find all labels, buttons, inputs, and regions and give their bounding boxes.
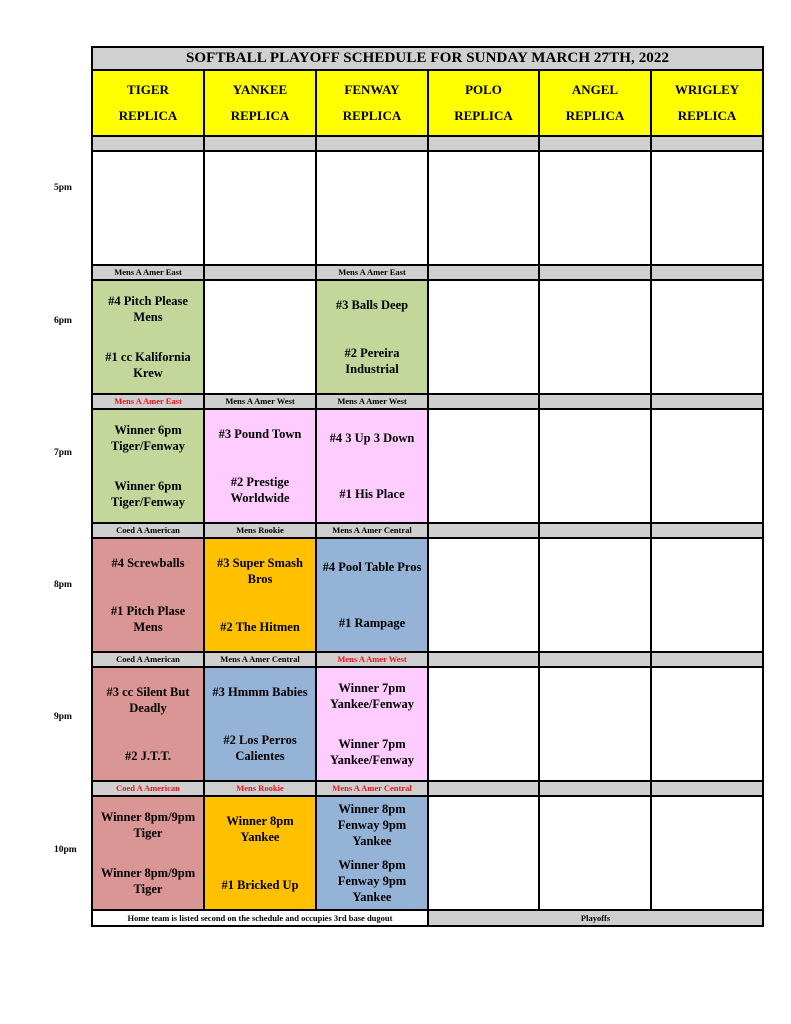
division-label: Mens Rookie — [204, 781, 316, 796]
division-label — [428, 523, 539, 538]
division-label: Coed A American — [92, 781, 204, 796]
game-cell — [316, 280, 428, 394]
empty-cell — [539, 796, 651, 910]
division-label-row — [92, 523, 763, 538]
division-label — [539, 652, 651, 667]
field-subtitle: REPLICA — [230, 108, 290, 123]
division-label-row — [92, 394, 763, 409]
division-label — [539, 781, 651, 796]
division-label: Mens A Amer East — [92, 394, 204, 409]
home-team: Winner 7pm Yankee/Fenway — [329, 737, 415, 767]
schedule-sheet — [91, 46, 762, 927]
home-team: #1 Rampage — [338, 616, 406, 630]
empty-cell — [204, 151, 316, 265]
game-cell — [92, 280, 204, 394]
empty-cell — [651, 667, 763, 781]
field-header-tiger — [92, 70, 204, 136]
empty-cell — [651, 538, 763, 652]
game-cell — [204, 667, 316, 781]
away-team: Winner 8pm Fenway 9pm Yankee — [337, 802, 407, 848]
division-label: Mens A Amer Central — [316, 523, 428, 538]
away-team: #4 3 Up 3 Down — [329, 431, 415, 445]
away-team: Winner 8pm Yankee — [226, 814, 294, 844]
game-cell — [92, 667, 204, 781]
division-label — [428, 781, 539, 796]
matchup — [93, 410, 203, 522]
empty-cell — [651, 280, 763, 394]
division-label: Mens A Amer Central — [204, 652, 316, 667]
empty-cell — [651, 151, 763, 265]
home-team: #2 J.T.T. — [124, 749, 172, 763]
time-label: 7pm — [54, 448, 72, 458]
home-team: #1 Pitch Plase Mens — [110, 604, 186, 634]
field-name: TIGER — [127, 82, 169, 97]
spacer-cell — [651, 136, 763, 151]
time-label: 5pm — [54, 183, 72, 193]
empty-cell — [651, 409, 763, 523]
schedule-table — [91, 46, 764, 927]
away-team: #3 Hmmm Babies — [212, 685, 308, 699]
field-header-row — [92, 70, 763, 136]
time-label: 9pm — [54, 712, 72, 722]
matchup — [93, 668, 203, 780]
game-cell — [92, 538, 204, 652]
footer-playoffs: Playoffs — [428, 910, 763, 926]
time-slot-row — [92, 409, 763, 523]
game-cell — [92, 796, 204, 910]
division-label: Mens A Amer East — [92, 265, 204, 280]
game-cell — [316, 667, 428, 781]
division-label — [539, 394, 651, 409]
field-subtitle: REPLICA — [677, 108, 737, 123]
division-label — [651, 652, 763, 667]
home-team: #2 Los Perros Calientes — [223, 733, 297, 763]
away-team: Winner 7pm Yankee/Fenway — [329, 681, 415, 711]
field-name: ANGEL — [571, 82, 619, 97]
empty-cell — [428, 538, 539, 652]
division-label — [539, 265, 651, 280]
game-cell — [92, 409, 204, 523]
division-label-row — [92, 781, 763, 796]
division-label: Mens A Amer West — [204, 394, 316, 409]
matchup — [317, 668, 427, 780]
division-label: Mens A Amer East — [316, 265, 428, 280]
game-cell — [204, 796, 316, 910]
time-slot-row — [92, 151, 763, 265]
game-cell — [316, 796, 428, 910]
matchup — [93, 539, 203, 651]
empty-cell — [92, 151, 204, 265]
time-label: 10pm — [54, 845, 77, 855]
field-subtitle: REPLICA — [565, 108, 625, 123]
field-name: YANKEE — [232, 82, 288, 97]
empty-cell — [428, 667, 539, 781]
matchup — [205, 539, 315, 651]
field-header-fenway — [316, 70, 428, 136]
division-label — [651, 523, 763, 538]
field-header-yankee — [204, 70, 316, 136]
time-slot-row — [92, 538, 763, 652]
away-team: #4 Pool Table Pros — [322, 560, 422, 574]
away-team: #4 Screwballs — [111, 556, 185, 570]
matchup — [93, 797, 203, 909]
division-label — [651, 394, 763, 409]
away-team: Winner 8pm/9pm Tiger — [100, 810, 196, 840]
header-spacer-row — [92, 136, 763, 151]
home-team: Winner 6pm Tiger/Fenway — [110, 479, 186, 509]
game-cell — [316, 409, 428, 523]
division-label — [539, 523, 651, 538]
home-team: Winner 8pm/9pm Tiger — [100, 866, 196, 896]
game-cell — [316, 538, 428, 652]
empty-cell — [539, 280, 651, 394]
matchup — [205, 410, 315, 522]
home-team: #1 cc Kalifornia Krew — [105, 350, 191, 380]
field-subtitle: REPLICA — [454, 108, 513, 123]
home-team: #1 His Place — [339, 487, 405, 501]
field-header-angel — [539, 70, 651, 136]
empty-cell — [539, 151, 651, 265]
division-label — [204, 265, 316, 280]
field-subtitle: REPLICA — [342, 108, 402, 123]
division-label — [428, 265, 539, 280]
time-slot-row — [92, 667, 763, 781]
footer-row — [92, 910, 763, 926]
empty-cell — [539, 409, 651, 523]
division-label: Mens A Amer Central — [316, 781, 428, 796]
matchup — [317, 539, 427, 651]
home-team: #2 Pereira Industrial — [344, 346, 400, 376]
division-label: Coed A American — [92, 652, 204, 667]
spacer-cell — [204, 136, 316, 151]
matchup — [205, 797, 315, 909]
spacer-cell — [428, 136, 539, 151]
empty-cell — [539, 538, 651, 652]
matchup — [317, 797, 427, 909]
spacer-cell — [316, 136, 428, 151]
field-name: FENWAY — [344, 82, 400, 97]
time-slot-row — [92, 280, 763, 394]
matchup — [317, 281, 427, 393]
division-label — [428, 394, 539, 409]
home-team: #2 Prestige Worldwide — [230, 475, 290, 505]
away-team: #4 Pitch Please Mens — [108, 294, 188, 324]
empty-cell — [316, 151, 428, 265]
game-cell — [204, 409, 316, 523]
away-team: #3 Super Smash Bros — [217, 556, 303, 586]
home-team: Winner 8pm Fenway 9pm Yankee — [337, 858, 407, 904]
spacer-cell — [539, 136, 651, 151]
away-team: #3 Pound Town — [218, 427, 302, 441]
away-team: Winner 6pm Tiger/Fenway — [110, 423, 186, 453]
division-label-row — [92, 652, 763, 667]
empty-cell — [428, 409, 539, 523]
home-team: #1 Bricked Up — [221, 878, 299, 892]
field-subtitle: REPLICA — [118, 108, 178, 123]
empty-cell — [428, 280, 539, 394]
empty-cell — [428, 151, 539, 265]
division-label: Mens Rookie — [204, 523, 316, 538]
division-label — [428, 652, 539, 667]
time-slot-row — [92, 796, 763, 910]
division-label: Coed A American — [92, 523, 204, 538]
division-label: Mens A Amer West — [316, 394, 428, 409]
empty-cell — [428, 796, 539, 910]
title-row — [92, 47, 763, 70]
footer-note: Home team is listed second on the schedule and occupies 3rd base dugout — [92, 910, 428, 926]
time-label: 8pm — [54, 580, 72, 590]
game-cell — [204, 538, 316, 652]
away-team: #3 cc Silent But Deadly — [106, 685, 190, 715]
division-label — [651, 781, 763, 796]
away-team: #3 Balls Deep — [335, 298, 409, 312]
empty-cell — [651, 796, 763, 910]
field-name: WRIGLEY — [674, 82, 740, 97]
home-team: #2 The Hitmen — [220, 620, 300, 634]
matchup — [317, 410, 427, 522]
field-header-wrigley — [651, 70, 763, 136]
empty-cell — [539, 667, 651, 781]
schedule-title: SOFTBALL PLAYOFF SCHEDULE FOR SUNDAY MARCH 27TH, 2022 — [92, 47, 763, 70]
matchup — [205, 668, 315, 780]
empty-cell — [204, 280, 316, 394]
field-name: POLO — [465, 82, 502, 97]
matchup — [93, 281, 203, 393]
spacer-cell — [92, 136, 204, 151]
division-label-row — [92, 265, 763, 280]
field-header-polo — [428, 70, 539, 136]
division-label — [651, 265, 763, 280]
time-label: 6pm — [54, 316, 72, 326]
division-label: Mens A Amer West — [316, 652, 428, 667]
